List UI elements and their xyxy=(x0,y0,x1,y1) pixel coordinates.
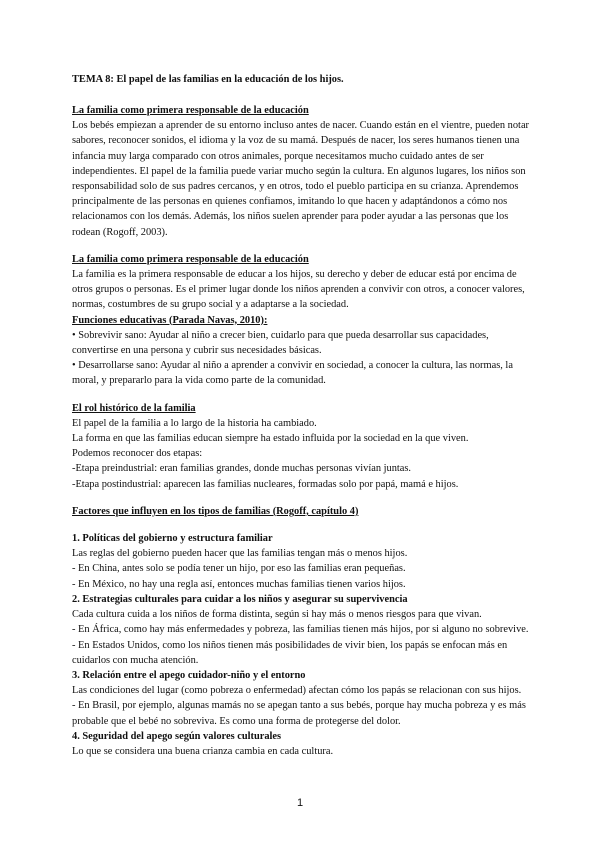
text-line: - En Estados Unidos, como los niños tienen más posibilidades de vivir bien, los papás se enfocan más en cuidarlos con mucha atención. xyxy=(72,639,508,666)
section-heading-historical-role: El rol histórico de la familia xyxy=(72,402,196,414)
section-heading-factors: Factores que influyen en los tipos de familias (Rogoff, capítulo 4) xyxy=(72,505,359,517)
text-line: - En Brasil, por ejemplo, algunas mamás no se apegan tanto a sus bebés, porque hay mucha pobreza y es más probable que el bebé no sobreviva. Es como una forma de protegerse del dolor. xyxy=(72,700,526,727)
text-line: Las condiciones del lugar (como pobreza o enfermedad) afectan cómo los papás se relacionan con sus hijos. xyxy=(72,685,522,697)
factor-heading-1: 1. Políticas del gobierno y estructura familiar xyxy=(72,533,273,545)
factor-heading-3: 3. Relación entre el apego cuidador-niño y el entorno xyxy=(72,669,306,681)
text-line: Lo que se considera una buena crianza cambia en cada cultura. xyxy=(72,745,334,757)
bullet-item: • Desarrollarse sano: Ayudar al niño a aprender a convivir en sociedad, a conocer la cultura, las normas, la moral, y prepararlo para la vida como parte de la comunidad. xyxy=(72,360,513,387)
page-number: 1 xyxy=(296,797,304,809)
section-heading-family-responsibility-2: La familia como primera responsable de la educación xyxy=(72,253,309,265)
text-line: El papel de la familia a lo largo de la historia ha cambiado. xyxy=(72,417,317,429)
section-heading-family-responsibility: La familia como primera responsable de la educación xyxy=(72,105,309,116)
text-line: - En México, no hay una regla así, entonces muchas familias tienen varios hijos. xyxy=(72,578,406,590)
factor-heading-4: 4. Seguridad del apego según valores culturales xyxy=(72,730,282,742)
text-line: La forma en que las familias educan siempre ha estado influida por la sociedad en la que viven. xyxy=(72,433,469,445)
page-content xyxy=(72,72,534,759)
factor-heading-2: 2. Estrategias culturales para cuidar a los niños y asegurar su supervivencia xyxy=(72,593,408,605)
text-line: - En China, antes solo se podía tener un hijo, por eso las familias eran pequeñas. xyxy=(72,563,406,575)
bullet-item: • Sobrevivir sano: Ayudar al niño a crecer bien, cuidarlo para que pueda desarrollar sus capacidades, convertirse en una persona y cubrir sus necesidades básicas. xyxy=(72,329,489,357)
text-line: - En África, como hay más enfermedades y pobreza, las familias tienen más hijos, por si alguno no sobrevive. xyxy=(72,624,529,636)
document-title: TEMA 8: El papel de las familias en la educación de los hijos. xyxy=(72,74,344,85)
text-line: Las reglas del gobierno pueden hacer que las familias tengan más o menos hijos. xyxy=(72,548,408,560)
text-line: -Etapa postindustrial: aparecen las familias nucleares, formadas solo por papá, mamá e hijos. xyxy=(72,478,459,490)
text-line: -Etapa preindustrial: eran familias grandes, donde muchas personas vivían juntas. xyxy=(72,463,412,475)
subheading-educational-functions: Funciones educativas (Parada Navas, 2010): xyxy=(72,314,268,326)
text-line: Cada cultura cuida a los niños de forma distinta, según si hay más o menos riesgos para que vivan. xyxy=(72,609,482,621)
section-paragraph: La familia es la primera responsable de educar a los hijos, su derecho y deber de educar está por encima de otros grupos o personas. Es el primer lugar donde los niños aprenden a convivir con otros, a conocer valores, normas, costumbres de su grupo social y a adaptarse a la sociedad. xyxy=(72,269,525,311)
section-paragraph: Los bebés empiezan a aprender de su entorno incluso antes de nacer. Cuando están en el vientre, pueden notar sabores, reconocer sonidos, el idioma y la voz de su mamá. Después de nacer, los seres humanos tienen una infancia muy larga comparado con otros animales, porque necesitamos mucho cuidado antes de ser independientes. El papel de la familia puede variar mucho según la cultura. En algunos lugares, los niños son responsabilidad solo de sus padres cercanos, y en otros, todo el pueblo participa en su crianza. Aprendemos principalmente de las personas en quienes confiamos, imitando lo que hacen y adaptándonos a cómo nos relacionamos con los demás. Además, los niños suelen aprender para poder ayudar a las personas que los rodean (Rogoff, 2003). xyxy=(72,120,530,238)
text-line: Podemos reconocer dos etapas: xyxy=(72,448,203,460)
